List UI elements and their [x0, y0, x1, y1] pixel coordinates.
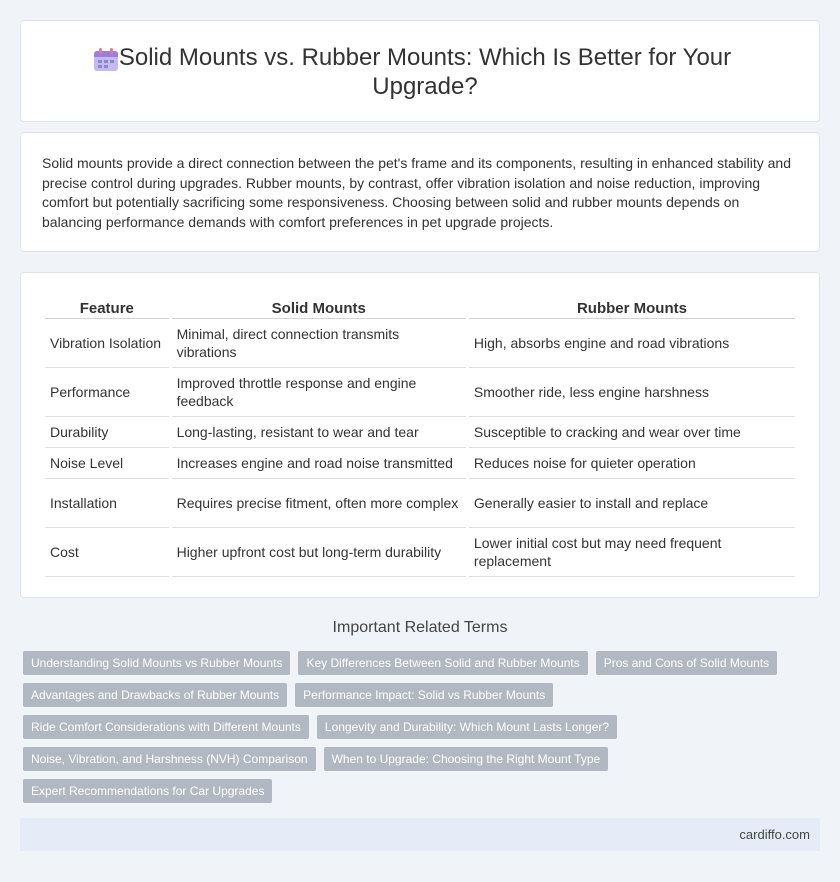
page-title: Solid Mounts vs. Rubber Mounts: Which Is Better for Your Upgrade? — [118, 44, 732, 100]
row-solid: Minimal, direct connection transmits vibrations — [172, 319, 466, 368]
intro-paragraph: Solid mounts provide a direct connection between the pet's frame and its components, resulting in enhanced stability and precise control during upgrades. Rubber mounts, by contrast, offer vibration isolation and noise reduction, improving comfort but potentially sacrificing some responsiveness. Choosing between solid and rubber mounts depends on balancing performance demands with comfort preferences in pet upgrade projects. — [42, 155, 792, 230]
row-feature: Installation — [45, 479, 169, 528]
related-tag[interactable]: Pros and Cons of Solid Mounts — [596, 651, 777, 675]
row-rubber: Susceptible to cracking and wear over time — [469, 417, 795, 448]
related-tag[interactable]: Advantages and Drawbacks of Rubber Mounts — [23, 683, 287, 707]
row-rubber: Generally easier to install and replace — [469, 479, 795, 528]
table-row — [45, 319, 795, 368]
related-terms-title: Important Related Terms — [332, 619, 508, 636]
intro-card — [20, 132, 820, 252]
header-feature: Feature — [45, 295, 169, 319]
related-tag[interactable]: Expert Recommendations for Car Upgrades — [23, 779, 272, 803]
related-tag[interactable]: Understanding Solid Mounts vs Rubber Mounts — [23, 651, 290, 675]
table-row — [45, 448, 795, 479]
comparison-card — [20, 272, 820, 598]
header-solid-mounts: Solid Mounts — [172, 295, 466, 319]
row-rubber: Lower initial cost but may need frequent replacement — [469, 528, 795, 577]
related-tag[interactable]: Ride Comfort Considerations with Different Mounts — [23, 715, 309, 739]
table-row — [45, 528, 795, 577]
row-solid: Higher upfront cost but long-term durability — [172, 528, 466, 577]
table-row — [45, 417, 795, 448]
table-header-row — [45, 295, 795, 319]
footer-site[interactable]: cardiffo.com — [739, 827, 810, 842]
row-solid: Requires precise fitment, often more complex — [172, 479, 466, 528]
related-terms-list — [23, 651, 803, 803]
related-tag[interactable]: When to Upgrade: Choosing the Right Mount Type — [324, 747, 609, 771]
comparison-table — [42, 295, 798, 577]
row-rubber: Reduces noise for quieter operation — [469, 448, 795, 479]
row-feature: Vibration Isolation — [45, 319, 169, 368]
table-row — [45, 479, 795, 528]
row-feature: Durability — [45, 417, 169, 448]
row-rubber: Smoother ride, less engine harshness — [469, 368, 795, 417]
row-solid: Increases engine and road noise transmitted — [172, 448, 466, 479]
title-card — [20, 20, 820, 122]
row-solid: Improved throttle response and engine feedback — [172, 368, 466, 417]
row-solid: Long-lasting, resistant to wear and tear — [172, 417, 466, 448]
row-rubber: High, absorbs engine and road vibrations — [469, 319, 795, 368]
related-tag[interactable]: Key Differences Between Solid and Rubber Mounts — [298, 651, 587, 675]
footer — [20, 818, 820, 851]
row-feature: Noise Level — [45, 448, 169, 479]
table-row — [45, 368, 795, 417]
related-tag[interactable]: Noise, Vibration, and Harshness (NVH) Comparison — [23, 747, 316, 771]
header-rubber-mounts: Rubber Mounts — [469, 295, 795, 319]
related-tag[interactable]: Longevity and Durability: Which Mount Lasts Longer? — [317, 715, 617, 739]
related-tag[interactable]: Performance Impact: Solid vs Rubber Mounts — [295, 683, 553, 707]
row-feature: Cost — [45, 528, 169, 577]
row-feature: Performance — [45, 368, 169, 417]
